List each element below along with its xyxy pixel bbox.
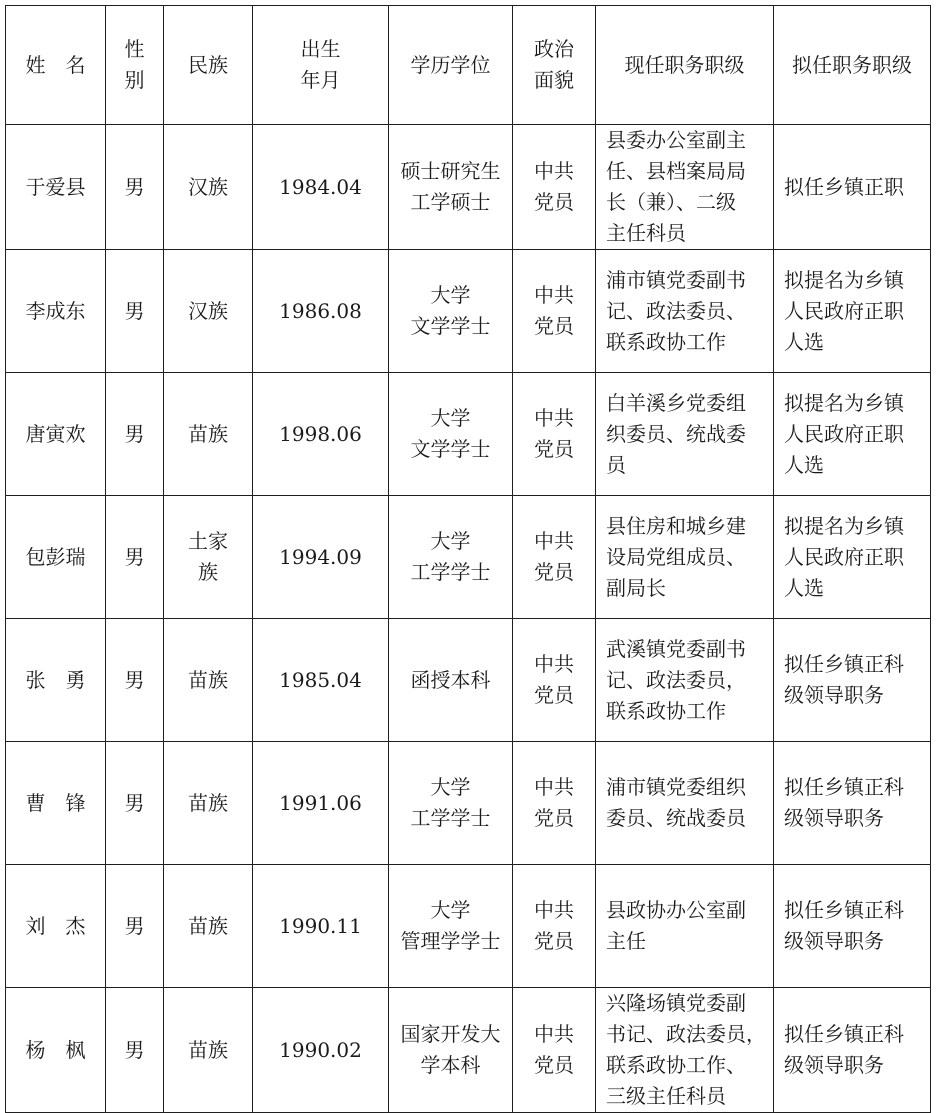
cell-birth: 1994.09 (253, 496, 389, 619)
cell-name: 刘 杰 (6, 865, 106, 988)
cell-name: 曹 锋 (6, 742, 106, 865)
cell-gender: 男 (106, 373, 164, 496)
cell-ethnicity: 土家 族 (164, 496, 253, 619)
cell-current-post: 浦市镇党委副书 记、政法委员、 联系政协工作 (596, 250, 774, 373)
cell-birth: 1991.06 (253, 742, 389, 865)
header-birth: 出生 年月 (253, 6, 389, 125)
cell-name: 包彭瑞 (6, 496, 106, 619)
cell-ethnicity: 苗族 (164, 865, 253, 988)
cell-birth: 1986.08 (253, 250, 389, 373)
cell-education: 大学 文学学士 (389, 250, 513, 373)
table-row (6, 742, 931, 865)
table-header-row (6, 6, 931, 125)
cell-politics: 中共 党员 (513, 865, 596, 988)
cell-current-post: 武溪镇党委副书 记、政法委员， 联系政协工作 (596, 619, 774, 742)
cell-ethnicity: 苗族 (164, 988, 253, 1113)
cell-current-post: 县委办公室副主 任、县档案局局 长（兼）、二级 主任科员 (596, 125, 774, 250)
cell-gender: 男 (106, 988, 164, 1113)
document-page (5, 5, 930, 1106)
cell-politics: 中共 党员 (513, 125, 596, 250)
header-name: 姓 名 (6, 6, 106, 125)
table-row (6, 373, 931, 496)
cell-current-post: 浦市镇党委组织 委员、统战委员 (596, 742, 774, 865)
cell-name: 杨 枫 (6, 988, 106, 1113)
cell-gender: 男 (106, 619, 164, 742)
cell-proposed-post: 拟任乡镇正科 级领导职务 (774, 742, 931, 865)
cell-ethnicity: 苗族 (164, 373, 253, 496)
cell-education: 大学 工学学士 (389, 496, 513, 619)
cell-birth: 1984.04 (253, 125, 389, 250)
header-politics: 政治 面貌 (513, 6, 596, 125)
cell-gender: 男 (106, 865, 164, 988)
cell-current-post: 县政协办公室副 主任 (596, 865, 774, 988)
cell-ethnicity: 汉族 (164, 250, 253, 373)
cell-education: 大学 工学学士 (389, 742, 513, 865)
table-row (6, 988, 931, 1113)
cell-proposed-post: 拟任乡镇正职 (774, 125, 931, 250)
cell-education: 国家开发大 学本科 (389, 988, 513, 1113)
cell-birth: 1990.02 (253, 988, 389, 1113)
cell-name: 李成东 (6, 250, 106, 373)
header-proposed-post: 拟任职务职级 (774, 6, 931, 125)
table-row (6, 865, 931, 988)
cell-birth: 1998.06 (253, 373, 389, 496)
cell-gender: 男 (106, 496, 164, 619)
cell-proposed-post: 拟提名为乡镇 人民政府正职 人选 (774, 496, 931, 619)
cell-current-post: 白羊溪乡党委组 织委员、统战委 员 (596, 373, 774, 496)
cell-gender: 男 (106, 125, 164, 250)
cell-education: 大学 文学学士 (389, 373, 513, 496)
cell-name: 唐寅欢 (6, 373, 106, 496)
table-row (6, 250, 931, 373)
cell-current-post: 县住房和城乡建 设局党组成员、 副局长 (596, 496, 774, 619)
cell-proposed-post: 拟任乡镇正科 级领导职务 (774, 865, 931, 988)
header-current-post: 现任职务职级 (596, 6, 774, 125)
cell-name: 于爱县 (6, 125, 106, 250)
cell-proposed-post: 拟任乡镇正科 级领导职务 (774, 619, 931, 742)
cell-ethnicity: 汉族 (164, 125, 253, 250)
cell-birth: 1990.11 (253, 865, 389, 988)
cell-current-post: 兴隆场镇党委副 书记、政法委员， 联系政协工作、 三级主任科员 (596, 988, 774, 1113)
candidate-table (5, 5, 931, 1113)
cell-birth: 1985.04 (253, 619, 389, 742)
cell-proposed-post: 拟任乡镇正科 级领导职务 (774, 988, 931, 1113)
cell-gender: 男 (106, 742, 164, 865)
header-education: 学历学位 (389, 6, 513, 125)
cell-politics: 中共 党员 (513, 496, 596, 619)
table-row (6, 619, 931, 742)
cell-proposed-post: 拟提名为乡镇 人民政府正职 人选 (774, 373, 931, 496)
cell-education: 函授本科 (389, 619, 513, 742)
cell-politics: 中共 党员 (513, 742, 596, 865)
cell-proposed-post: 拟提名为乡镇 人民政府正职 人选 (774, 250, 931, 373)
header-ethnicity: 民族 (164, 6, 253, 125)
cell-politics: 中共 党员 (513, 619, 596, 742)
cell-ethnicity: 苗族 (164, 619, 253, 742)
cell-education: 大学 管理学学士 (389, 865, 513, 988)
cell-politics: 中共 党员 (513, 988, 596, 1113)
header-gender: 性 别 (106, 6, 164, 125)
cell-name: 张 勇 (6, 619, 106, 742)
cell-gender: 男 (106, 250, 164, 373)
cell-politics: 中共 党员 (513, 373, 596, 496)
cell-politics: 中共 党员 (513, 250, 596, 373)
table-row (6, 496, 931, 619)
table-row (6, 125, 931, 250)
cell-education: 硕士研究生 工学硕士 (389, 125, 513, 250)
cell-ethnicity: 苗族 (164, 742, 253, 865)
